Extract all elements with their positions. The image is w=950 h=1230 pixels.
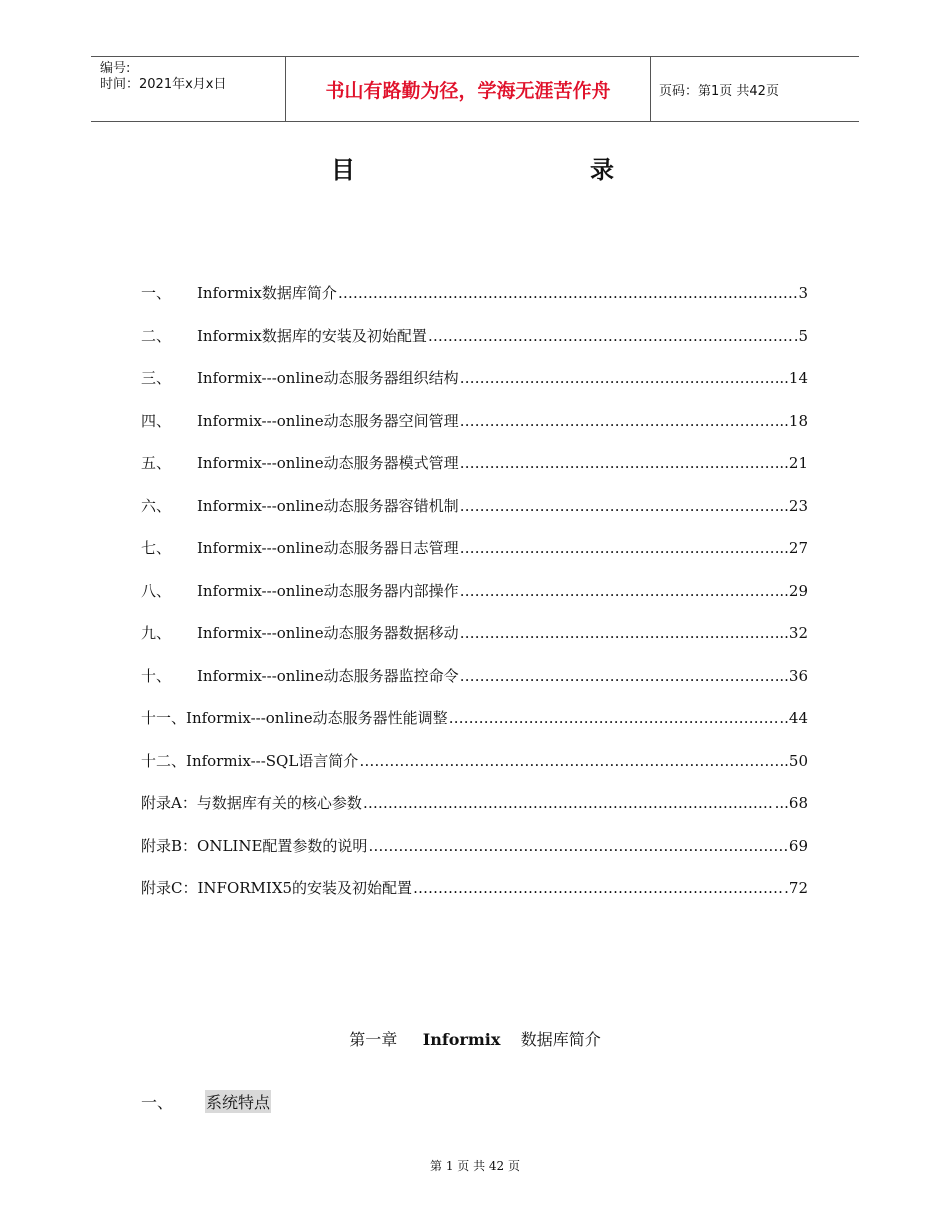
toc-entry[interactable]	[141, 877, 808, 920]
toc-dot-leader	[338, 284, 798, 302]
toc-entry-page: ..14	[779, 369, 808, 387]
toc-dot-leader	[460, 454, 779, 472]
section-number: 一、	[141, 1093, 174, 1112]
toc-entry-number: 五、	[141, 454, 172, 472]
number-label: 编号:	[100, 61, 131, 76]
toc-entry[interactable]	[141, 622, 808, 665]
table-of-contents	[141, 282, 808, 920]
toc-entry-number: 十一、	[141, 709, 187, 727]
toc-entry-title: Informix---online动态服务器监控命令	[197, 666, 459, 685]
toc-dot-leader	[460, 582, 779, 600]
chapter-prefix: 第一章	[349, 1030, 398, 1049]
toc-title-right: 录	[590, 156, 614, 184]
toc-entry-title: Informix---online动态服务器日志管理	[197, 539, 459, 557]
toc-entry-page: ..21	[779, 454, 808, 472]
toc-entry[interactable]	[141, 580, 808, 623]
header-page-label: 页码：第1页 共42页	[659, 83, 779, 99]
toc-entry-page: .72	[784, 879, 808, 897]
toc-entry-page: ..27	[779, 539, 808, 557]
toc-entry-page: ..23	[779, 496, 808, 515]
toc-entry-title: Informix---online动态服务器空间管理	[197, 411, 459, 430]
toc-dot-leader	[428, 327, 793, 345]
toc-entry-title: Informix---online动态服务器内部操作	[197, 581, 459, 600]
chapter-heading	[0, 1027, 950, 1050]
toc-entry-title: Informix---online动态服务器模式管理	[197, 454, 459, 472]
toc-dot-leader	[359, 752, 783, 770]
toc-entry-number: 一、	[141, 284, 172, 302]
chapter-suffix: 数据库简介	[520, 1030, 601, 1049]
toc-dot-leader	[460, 667, 779, 685]
toc-entry[interactable]	[141, 835, 808, 878]
section-heading	[141, 1090, 271, 1113]
toc-entry-title: Informix---online动态服务器组织结构	[197, 369, 459, 387]
toc-entry-title: Informix---online动态服务器数据移动	[197, 624, 459, 642]
toc-entry-page: 69	[788, 836, 808, 855]
toc-entry-page: .5	[793, 326, 808, 345]
toc-entry[interactable]	[141, 495, 808, 538]
toc-dot-leader	[413, 879, 783, 897]
toc-entry-number: 附录B：	[141, 836, 198, 855]
toc-entry-title: Informix---online动态服务器容错机制	[197, 496, 459, 515]
toc-dot-leader	[449, 709, 779, 727]
toc-entry-title: INFORMIX5的安装及初始配置	[197, 879, 413, 897]
toc-entry-number: 八、	[141, 581, 172, 600]
toc-dot-leader	[460, 539, 779, 557]
toc-entry-number: 六、	[141, 496, 172, 515]
toc-entry-number: 二、	[141, 326, 172, 345]
header-meta	[91, 57, 286, 121]
toc-entry-title: Informix数据库简介	[197, 284, 337, 302]
toc-title-left: 目	[331, 156, 355, 184]
page-footer: 第 1 页 共 42 页	[430, 1159, 520, 1173]
header-motto: 书山有路勤为径，学海无涯苦作舟	[286, 57, 651, 121]
toc-entry[interactable]	[141, 537, 808, 580]
toc-entry[interactable]	[141, 792, 808, 835]
toc-dot-leader	[368, 837, 787, 855]
toc-entry-page: ..32	[779, 624, 808, 642]
toc-entry-title: ONLINE配置参数的说明	[197, 836, 368, 855]
toc-entry[interactable]	[141, 282, 808, 325]
toc-entry-number: 附录A：	[141, 794, 197, 812]
toc-entry-page: .50	[784, 751, 808, 770]
toc-dot-leader	[460, 369, 779, 387]
toc-entry[interactable]	[141, 367, 808, 410]
toc-entry[interactable]	[141, 452, 808, 495]
toc-entry-page: ..44	[779, 709, 808, 727]
section-title: 系统特点	[205, 1090, 271, 1113]
toc-entry-title: Informix---SQL语言简介	[186, 751, 359, 770]
toc-entry-title: 与数据库有关的核心参数	[196, 794, 362, 812]
toc-entry-number: 四、	[141, 411, 172, 430]
toc-entry-page: 3	[798, 284, 808, 302]
toc-entry-page: ..18	[779, 411, 808, 430]
toc-entry[interactable]	[141, 410, 808, 453]
toc-entry[interactable]	[141, 665, 808, 708]
toc-entry-page: ..36	[779, 666, 808, 685]
toc-entry-number: 九、	[141, 624, 172, 642]
toc-entry-number: 三、	[141, 369, 172, 387]
toc-dot-leader	[363, 794, 774, 812]
toc-entry[interactable]	[141, 707, 808, 750]
toc-entry-page: ...68	[774, 794, 808, 812]
toc-entry-number: 附录C：	[141, 879, 198, 897]
toc-dot-leader	[460, 497, 779, 515]
toc-entry-number: 十、	[141, 666, 172, 685]
toc-dot-leader	[460, 624, 779, 642]
toc-entry-number: 七、	[141, 539, 172, 557]
time-label: 时间：2021年x月x日	[100, 77, 227, 92]
toc-entry-number: 十二、	[141, 751, 187, 770]
toc-entry-page: ..29	[779, 581, 808, 600]
toc-entry[interactable]	[141, 750, 808, 793]
toc-entry-title: Informix数据库的安装及初始配置	[197, 326, 427, 345]
toc-title	[0, 150, 950, 190]
chapter-name: Informix	[422, 1030, 501, 1049]
toc-entry-title: Informix---online动态服务器性能调整	[186, 709, 448, 727]
toc-dot-leader	[460, 412, 779, 430]
page-header	[91, 56, 859, 122]
toc-entry[interactable]	[141, 325, 808, 368]
